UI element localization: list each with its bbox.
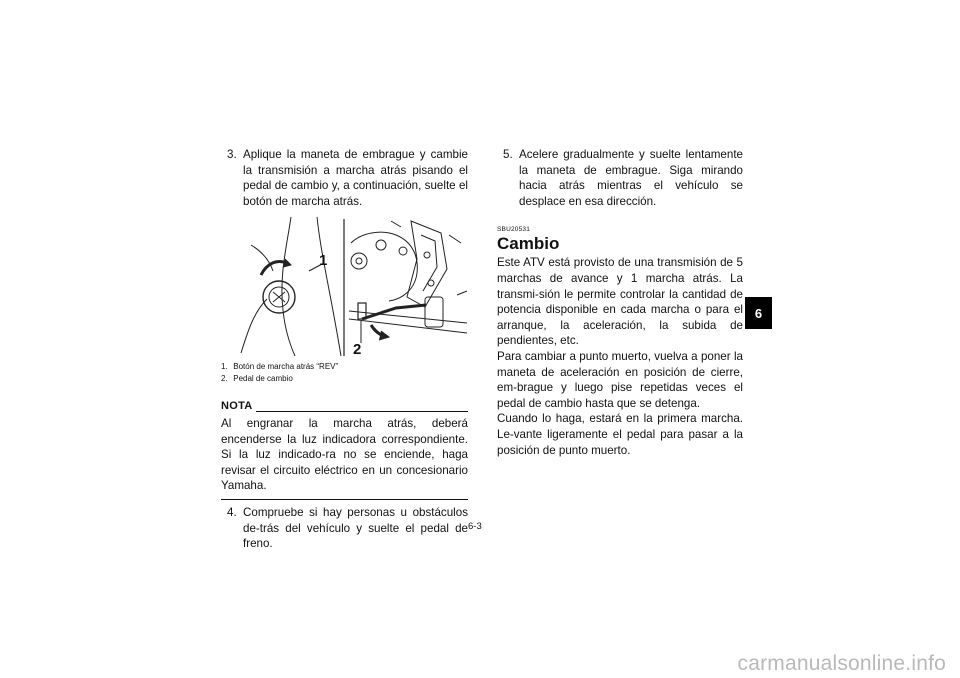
step-text: Compruebe si hay personas u obstáculos de-trás del vehículo y suelte el pedal de freno. — [243, 505, 468, 551]
step-4 — [221, 505, 468, 552]
caption-item — [221, 361, 468, 373]
illustration-drawing — [221, 215, 468, 357]
note-text: Al engranar la marcha atrás, deberá encenderse la luz indicadora correspondiente. Si la luz indicado-ra no se enciende, haga revisar el circuito eléctrico en un concesionario Yamaha. — [221, 416, 468, 493]
reverse-gear-illustration — [221, 215, 468, 357]
step-number: 5. — [503, 148, 513, 161]
note-rule — [256, 411, 468, 412]
watermark: carmanualsonline.info — [737, 652, 946, 675]
callout-1: 1 — [319, 252, 328, 270]
page-number: 6-3 — [468, 521, 482, 532]
caption-number: 2. — [221, 374, 228, 384]
paragraph: Para cambiar a punto muerto, vuelva a poner la maneta de aceleración en posición de cierre, em-brague y luego pise repetidas veces el pedal de cambio hasta que se detenga. — [497, 349, 743, 410]
chapter-tab: 6 — [745, 297, 772, 329]
step-5 — [497, 147, 743, 209]
note-heading — [221, 399, 468, 415]
caption-text: Pedal de cambio — [233, 374, 293, 384]
paragraph: Cuando lo haga, estará en la primera marcha. Le-vante ligeramente el pedal para pasar a la posición de punto muerto. — [497, 412, 743, 457]
callout-2: 2 — [353, 341, 362, 358]
figure-captions — [221, 361, 468, 385]
section-code: SBU20531 — [497, 226, 531, 234]
right-column — [497, 147, 743, 458]
step-number: 4. — [227, 505, 237, 519]
section-title: Cambio — [497, 234, 560, 254]
caption-text: Botón de marcha atrás “REV” — [233, 362, 339, 372]
step-text: Acelere gradualmente y suelte lentamente la maneta de embrague. Siga mirando hacia atrás mientras el vehículo se desplace en esa dirección. — [519, 148, 743, 208]
left-column — [221, 147, 468, 552]
step-number: 3. — [227, 148, 237, 161]
caption-item — [221, 373, 468, 385]
step-3 — [221, 147, 468, 209]
paragraph: Este ATV está provisto de una transmisión de 5 marchas de avance y 1 marcha atrás. La transmi-sión le permite controlar la cantidad de potencia disponible en cada marcha o para el arranque, la aceleración, la subida de pendientes, etc. — [497, 256, 743, 348]
caption-number: 1. — [221, 362, 228, 372]
step-text: Aplique la maneta de embrague y cambie la transmisión a marcha atrás pisando el pedal de cambio y, a continuación, suelte el botón de marcha atrás. — [243, 148, 468, 208]
note-label: NOTA — [221, 400, 253, 413]
note-end-rule — [221, 499, 468, 500]
